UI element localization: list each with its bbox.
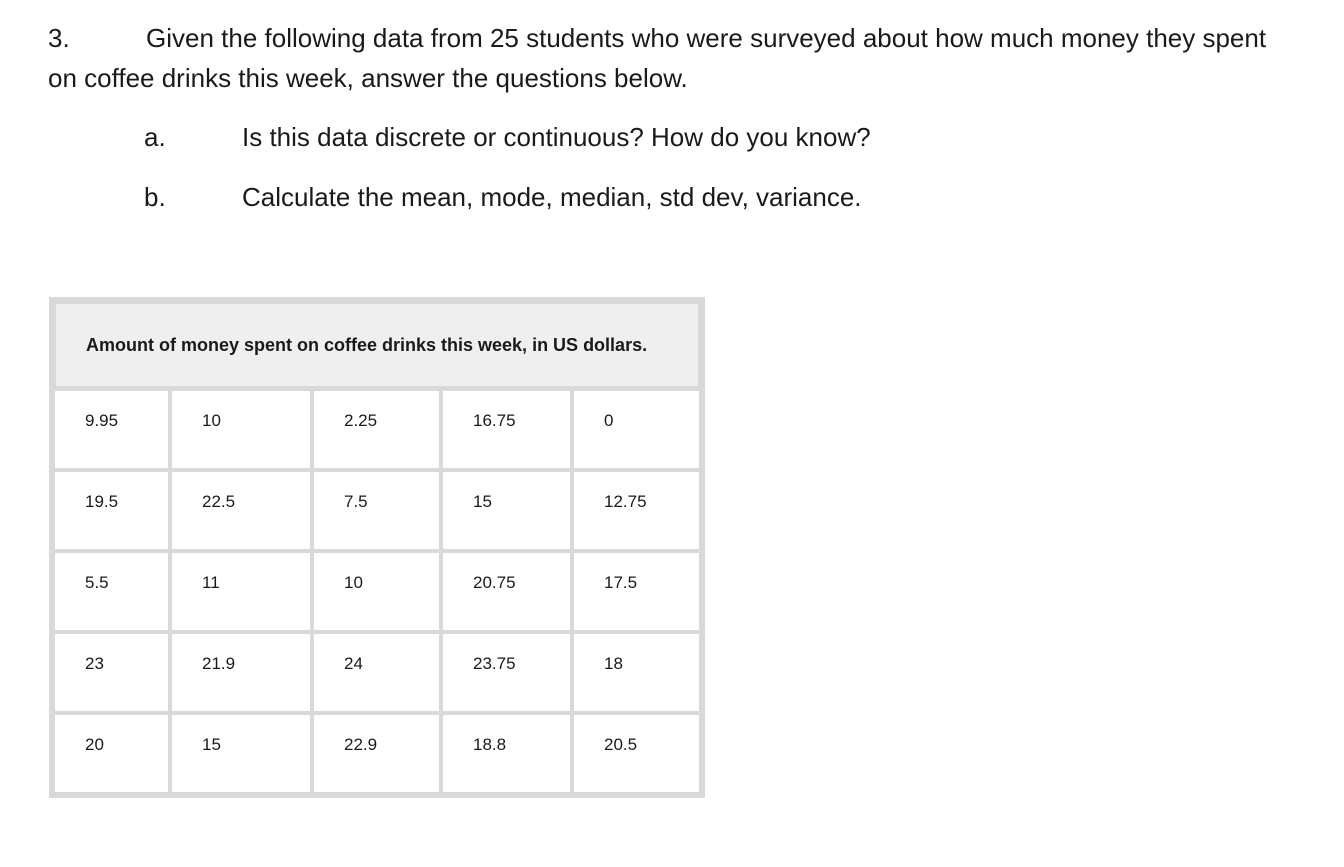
table-cell: 18 (572, 632, 701, 713)
table-cell: 20.75 (441, 551, 572, 632)
table-cell: 7.5 (312, 470, 441, 551)
table-cell: 23 (53, 632, 170, 713)
question-number: 3. (48, 23, 70, 53)
table-cell: 18.8 (441, 713, 572, 794)
table-cell: 10 (170, 389, 312, 470)
subquestion-text: Is this data discrete or continuous? How do you know? (242, 122, 871, 152)
table-row (53, 551, 701, 632)
table-cell: 0 (572, 389, 701, 470)
table-cell: 9.95 (53, 389, 170, 470)
table-cell: 10 (312, 551, 441, 632)
table-row (53, 389, 701, 470)
table-row (53, 632, 701, 713)
table-cell: 22.9 (312, 713, 441, 794)
question-body: Given the following data from 25 students who were surveyed about how much money they spent on coffee drinks this week, answer the questions below. (48, 23, 1267, 93)
table-cell: 17.5 (572, 551, 701, 632)
table-cell: 21.9 (170, 632, 312, 713)
table-cell: 16.75 (441, 389, 572, 470)
question-text (48, 18, 1288, 98)
table-cell: 12.75 (572, 470, 701, 551)
table-cell: 20 (53, 713, 170, 794)
table-cell: 22.5 (170, 470, 312, 551)
table-cell: 15 (170, 713, 312, 794)
table-row (53, 470, 701, 551)
table-cell: 2.25 (312, 389, 441, 470)
coffee-spending-table (49, 297, 705, 798)
table-caption: Amount of money spent on coffee drinks this week, in US dollars. (53, 301, 701, 389)
table-cell: 15 (441, 470, 572, 551)
subquestion-letter: a. (144, 122, 166, 152)
table-cell: 19.5 (53, 470, 170, 551)
table-cell: 23.75 (441, 632, 572, 713)
table-cell: 24 (312, 632, 441, 713)
subquestion-text: Calculate the mean, mode, median, std dev, variance. (242, 182, 862, 212)
table-cell: 5.5 (53, 551, 170, 632)
table-cell: 11 (170, 551, 312, 632)
subquestion-letter: b. (144, 182, 166, 212)
table-row (53, 713, 701, 794)
table-cell: 20.5 (572, 713, 701, 794)
